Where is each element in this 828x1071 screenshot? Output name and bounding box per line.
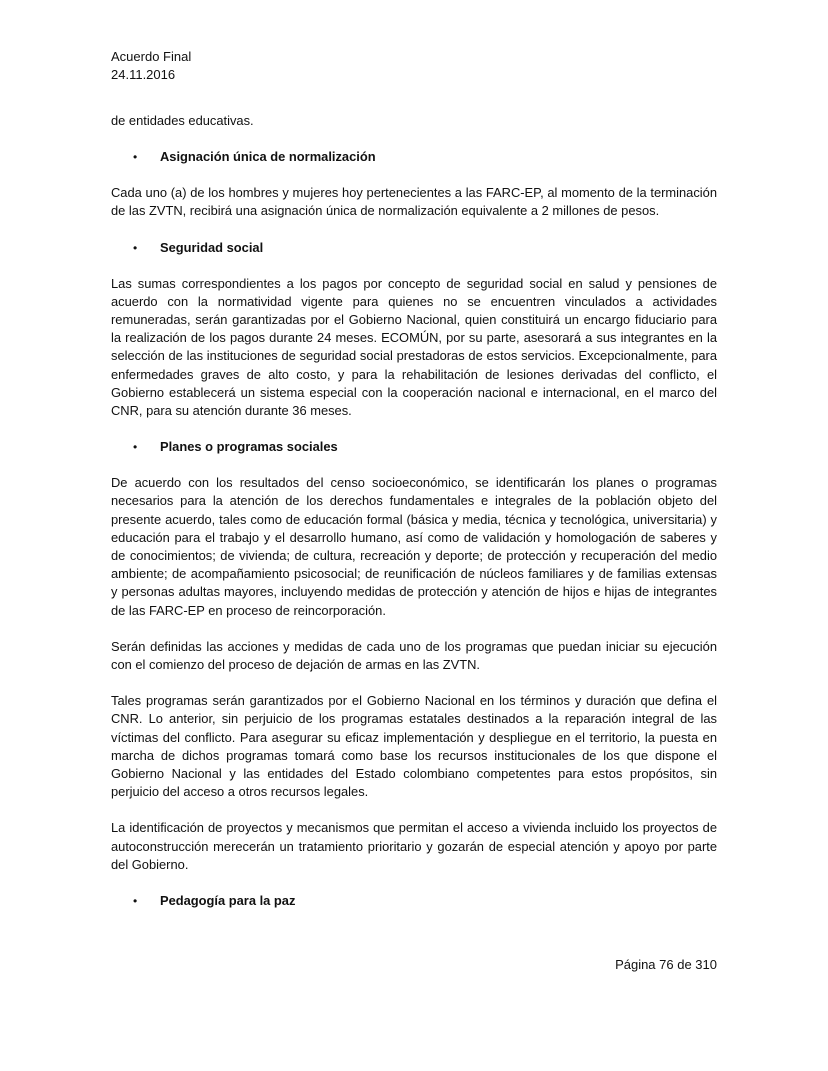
page-number: Página 76 de 310 — [615, 957, 717, 972]
bullet-icon: • — [133, 440, 138, 455]
section-heading — [111, 148, 717, 166]
section-heading — [111, 892, 717, 910]
document-date: 24.11.2016 — [111, 67, 176, 82]
section-heading — [111, 438, 717, 456]
section-heading — [111, 239, 717, 257]
page-content — [111, 112, 717, 910]
paragraph: Serán definidas las acciones y medidas de cada uno de los programas que puedan iniciar su ejecución con el comienzo del proceso de dejación de armas en las ZVTN. — [111, 638, 717, 673]
bullet-icon: • — [133, 240, 138, 255]
section-title: Pedagogía para la paz — [160, 893, 296, 908]
section-title: Seguridad social — [160, 239, 264, 255]
intro-fragment: de entidades educativas. — [111, 113, 254, 128]
paragraph: Las sumas correspondientes a los pagos por concepto de seguridad social en salud y pensiones de acuerdo con la normatividad vigente para quienes no se encuentren vinculados a actividades remuneradas, serán garantizadas por el Gobierno Nacional, quien constituirá un encargo fiduciario para la realización de los pagos durante 24 meses. ECOMÚN, por su parte, asesorará a sus integrantes en la selección de las instituciones de seguridad social prestadoras de estos servicios. Excepcionalmente, para enfermedades graves de alto costo, y para la rehabilitación de lesiones derivadas del conflicto, el Gobierno establecerá un sistema especial con la cooperación nacional e internacional, en el marco del CNR, para su atención durante 36 meses. — [111, 275, 717, 419]
paragraph: Cada uno (a) de los hombres y mujeres hoy pertenecientes a las FARC-EP, al momento de la terminación de las ZVTN, recibirá una asignación única de normalización equivalente a 2 millones de pesos. — [111, 185, 717, 219]
bullet-icon: • — [133, 150, 138, 165]
paragraph: La identificación de proyectos y mecanismos que permitan el acceso a vivienda incluido los proyectos de autoconstrucción merecerán un tratamiento prioritario y gozarán de especial atención y apoyo por parte del Gobierno. — [111, 820, 717, 872]
bullet-icon: • — [133, 894, 138, 908]
section-title: Asignación única de normalización — [160, 149, 376, 165]
paragraph: Tales programas serán garantizados por el Gobierno Nacional en los términos y duración que defina el CNR. Lo anterior, sin perjuicio de los programas estatales destinados a la reparación integral de las víctimas del conflicto. Para asegurar su eficaz implementación y despliegue en el territorio, la puesta en marcha de dichos programas tomará como base los recursos institucionales de los que dispone el Gobierno Nacional y las entidades del Estado colombiano competentes para estos propósitos, sin perjuicio del acceso a otros recursos legales. — [111, 693, 717, 800]
section-title: Planes o programas sociales — [160, 439, 338, 455]
document-title: Acuerdo Final — [111, 49, 192, 64]
page-header — [111, 48, 191, 84]
paragraph: De acuerdo con los resultados del censo socioeconómico, se identificarán los planes o programas necesarios para la atención de los derechos fundamentales e integrales de la población objeto del presente acuerdo, tales como de educación formal (básica y media, técnica y tecnológica, universitaria) y educación para el trabajo y el desarrollo humano, así como de validación y homologación de saberes y de conocimientos; de vivienda; de cultura, recreación y deporte; de protección y recuperación del medio ambiente; de acompañamiento psicosocial; de reunificación de núcleos familiares y de familias extensas y personas adultas mayores, incluyendo medidas de protección y atención de hijos e hijas de integrantes de las FARC-EP en proceso de reincorporación. — [111, 475, 717, 618]
